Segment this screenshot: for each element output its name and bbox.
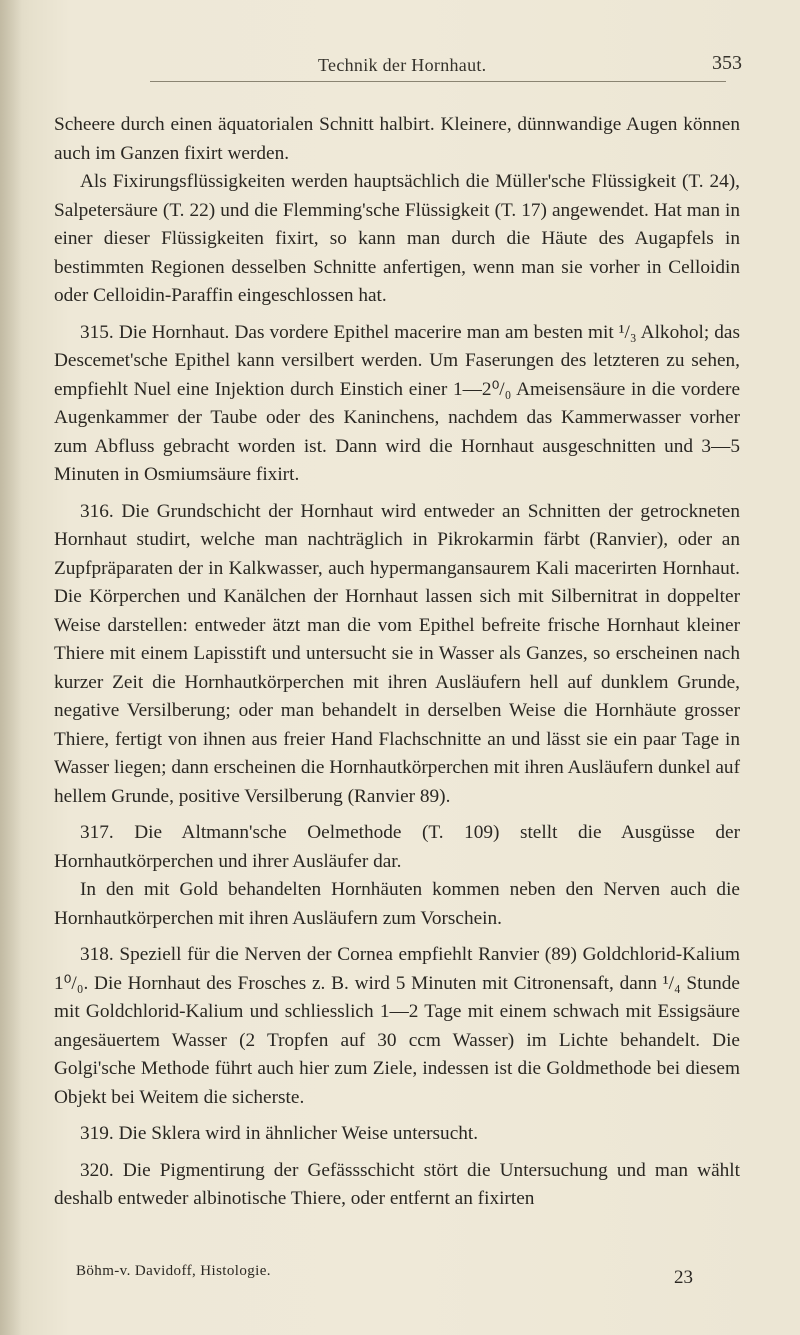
section-316: 316. Die Grundschicht der Hornhaut wird entweder an Schnitten der getrockneten Hornhaut studirt, welche man nachträglich in Pikrokarmin färbt (Ranvier), oder an Zupfpräparaten der in Kalkwasser, auch hypermangansaurem Kali macerirten Hornhaut. Die Körperchen und Kanälchen der Hornhaut lassen sich mit Silbernitrat in doppelter Weise darstellen: entweder ätzt man die vom Epithel befreite frische Hornhaut kleiner Thiere mit einem Lapisstift und untersucht sie in Wasser als Ganzes, so erscheinen nach kurzer Zeit die Hornhautkörperchen mit ihren Ausläufern hell auf dunklem Grunde, negative Versilberung; oder man behandelt in derselben Weise die Hornhäute grosser Thiere, fertigt von ihnen aus freier Hand Flachschnitte an und lässt sie ein paar Tage in Wasser liegen; dann erscheinen die Hornhautkörperchen mit ihren Ausläufern dunkel auf hellem Grunde, positive Versilberung (Ranvier 89). — [54, 500, 740, 807]
section-318: 318. Speziell für die Nerven der Cornea empfiehlt Ranvier (89) Goldchlorid-Kalium 1⁰/₀. Die Hornhaut des Frosches z. B. wird 5 Minuten mit Citronensaft, dann ¹/₄ Stunde mit Goldchlorid-Kalium und schliesslich 1—2 Tage mit einem schwach mit Essigsäure angesäuertem Wasser (2 Tropfen auf 30 ccm Wasser) im Lichte behandelt. Die Golgi'sche Methode führt auch hier zum Ziele, indessen ist die Goldmethode bei diesem Objekt bei Weitem die sicherste. — [54, 944, 740, 1108]
page-header — [0, 52, 800, 82]
paragraph-continuation: Scheere durch einen äquatorialen Schnitt halbirt. Kleinere, dünnwandige Augen können auch im Ganzen fixirt werden. — [54, 114, 740, 164]
paragraph-fixation: Als Fixirungsflüssigkeiten werden hauptsächlich die Müller'sche Flüssigkeit (T. 24), Salpetersäure (T. 22) und die Flemming'sche Flüssigkeit (T. 17) angewendet. Hat man in einer dieser Flüssigkeiten fixirt, so kann man durch die Häute des Augapfels in bestimmten Regionen desselben Schnitte anfertigen, wenn man sie vorher in Celloidin oder Celloidin-Paraffin eingeschlossen hat. — [54, 171, 740, 306]
page-number: 353 — [712, 52, 742, 74]
page-footer — [76, 1263, 726, 1293]
section-319: 319. Die Sklera wird in ähnlicher Weise untersucht. — [80, 1123, 479, 1144]
signature-number: 23 — [674, 1267, 693, 1288]
paragraph-gold: In den mit Gold behandelten Hornhäuten kommen neben den Nerven auch die Hornhautkörperchen mit ihren Ausläufern zum Vorschein. — [54, 879, 740, 929]
body-text — [54, 111, 740, 1214]
section-320: 320. Die Pigmentirung der Gefässschicht stört die Untersuchung und man wählt deshalb entweder albinotische Thiere, oder entfernt an fixirten — [54, 1159, 740, 1209]
header-rule — [150, 81, 726, 82]
section-317: 317. Die Altmann'sche Oelmethode (T. 109) stellt die Ausgüsse der Hornhautkörperchen und ihrer Ausläufer dar. — [54, 822, 740, 872]
footer-credit: Böhm-v. Davidoff, Histologie. — [76, 1263, 271, 1279]
gutter-shadow — [0, 0, 22, 1335]
section-315: 315. Die Hornhaut. Das vordere Epithel macerire man am besten mit ¹/₃ Alkohol; das Descemet'sche Epithel kann versilbert werden. Um Faserungen des letzteren zu sehen, empfiehlt Nuel eine Injektion durch Einstich einer 1—2⁰/₀ Ameisensäure in die vordere Augenkammer der Taube oder des Kaninchens, nachdem das Kammerwasser vorher zum Abfluss gebracht worden ist. Dann wird die Hornhaut ausgeschnitten und 3—5 Minuten in Osmiumsäure fixirt. — [54, 321, 740, 485]
running-head: Technik der Hornhaut. — [318, 55, 487, 75]
